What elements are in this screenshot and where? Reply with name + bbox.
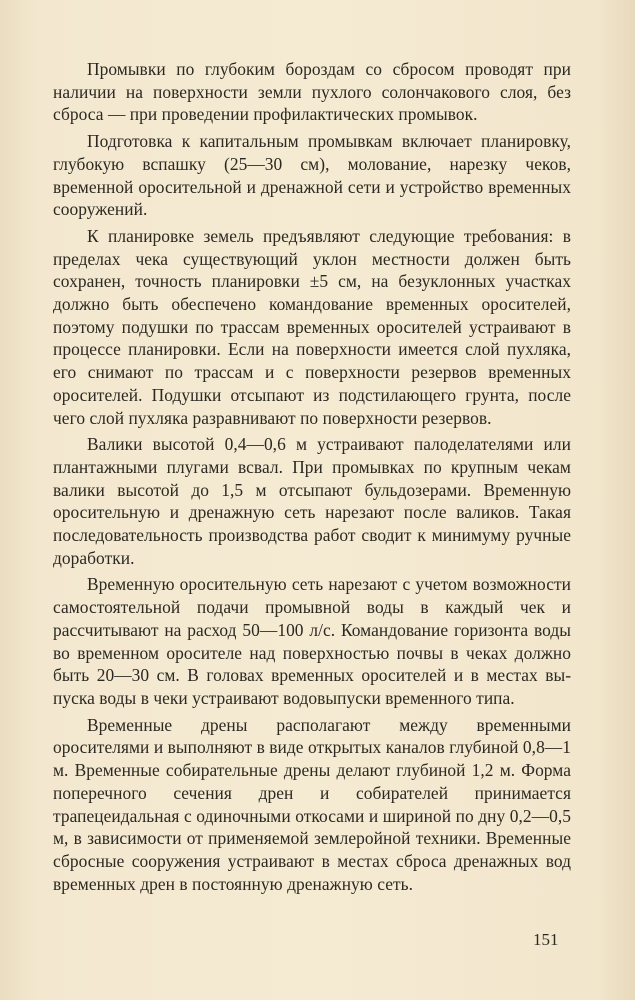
paragraph-preparation: Подготовка к капитальным промывкам включает планировку, глубокую вспашку (25—30 см), молование, нарезку чеков, временной оросительной и дренажной сети и устройство временных сооружений. [53,131,571,220]
page-number: 151 [533,930,559,949]
paragraph-irrigation-network: Временную оросительную сеть нарезают с учетом возможности самостоятельной подачи промывной воды в каждый чек и рассчитывают на расход 50—100 л/с. Командование горизонта воды во временном оросителе над поверхностью почвы в чеках должно быть 20—30 см. В головах временных оросителей и в местах выпуска воды в чеки устраивают водовыпуски временного типа. [53,574,571,708]
paragraph-furrow-leaching: Промывки по глубоким бороздам со сбросом проводят при наличии на поверхности земли пухлого солончакового слоя, без сброса — при проведении профилактических промывок. [53,59,571,125]
body-text [53,58,571,895]
paragraph-temporary-drains: Временные дрены располагают между временными оросителями и выполняют в виде открытых каналов глубиной 0,8—1 м. Временные собирательные дрены делают глубиной 1,2 м. Форма поперечного сечения дрен и собирателей принимается трапецеидальная с одиночными откосами и шириной по дну 0,2—0,5 м, в зависимости от применяемой землеройной техники. Временные сбросные сооружения устраивают в местах сброса дренажных вод временных дрен в постоянную дренажную сеть. [53,714,571,894]
paragraph-ridges: Валики высотой 0,4—0,6 м устраивают палоделателями или плантажными плугами всвал. При промывках по крупным чекам валики высотой до 1,5 м отсыпают бульдозерами. Временную оросительную и дренажную сеть нарезают после валиков. Такая последовательность производства работ сводит к минимуму ручные доработки. [53,434,571,568]
paragraph-land-leveling: К планировке земель предъявляют следующие требования: в пределах чека существующий уклон местности должен быть сохранен, точность планировки ±5 см, на безуклонных участках должно быть обеспечено командование временных оросителей, поэтому подушки по трассам временных оросителей устраивают в процессе планировки. Если на поверхности имеется слой пухляка, его снимают по трассам и с поверхности резервов временных оросителей. Подушки отсыпают из подстилающего грунта, после чего слой пухляка разравнивают по поверхности резервов. [53,225,571,428]
